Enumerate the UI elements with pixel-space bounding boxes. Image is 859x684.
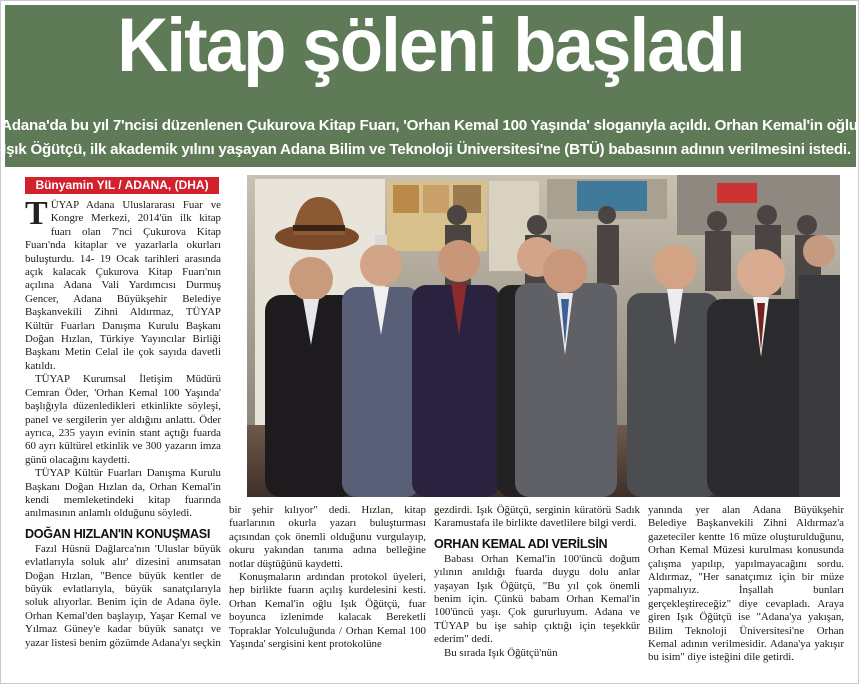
col2-paragraph-2: Konuşmaların ardından protokol üyeleri, hep birlikte fuarın açılış kurdelesini kesti. Orhan Kemal'in oğlu Işık Öğütçü, fuar boyunca izlenimde kalacak Bereketli Topraklar Yolculuğunda / Orhan Kemal 100 Yaşında' sergisini kent protokolüne: [229, 571, 426, 651]
photo-crowd-illustration: [247, 175, 840, 497]
col1-paragraph-2: TÜYAP Kurumsal İletişim Müdürü Cemran Öder, 'Orhan Kemal 100 Yaşında' başlığıyla düzenledikleri etkinlikte söyleşi, panel ve sergilerin yer aldığını anlattı. Öder ayrıca, 235 yayın evinin stant açtığı fuarda 60 ayrı kültürel etkinlik ve 300 yazarın imza günü olacağını kaydetti.: [25, 373, 221, 466]
headline-band: [5, 5, 856, 113]
column-3: [434, 504, 640, 660]
spot-line-1: Adana'da bu yıl 7'ncisi düzenlenen Çukurova Kitap Fuarı, 'Orhan Kemal 100 Yaşında' sloganıyla açıldı. Orhan Kemal'in oğlu: [1, 117, 858, 134]
col1-paragraph-1: ÜYAP Adana Uluslararası Fuar ve Kongre Merkezi, 2014'ün ilk kitap fuarı olan 7'nci Çukurova Kitap Fuarı'nda kitaplar ve yazarlarla okurları buluşturdu. 14- 19 Ocak tarihleri arasında açık kalacak Çukurova Kitap Fuarı'nın açılına Adana Vali Yardımcısı Durmuş Gencer, Adana Büyükşehir Belediye Başkanvekili Zihni Aldırmaz, TÜYAP Kültür Fuarları Danışma Kurulu Başkanı Doğan Hızlan, Türkiye Yayıncılar Birliği Başkanı Metin Celal ile çok sayıda davetli katıldı.: [25, 199, 221, 372]
col2-paragraph-1: bir şehir kılıyor" dedi. Hızlan, kitap fuarlarının okurla yazarı buluşturması açısından çok önemli olduğunu vurgulayıp, okuru yakından tanıma adına belleğine notlar düştüğünü kaydetti.: [229, 504, 426, 570]
col3-paragraph-2: Babası Orhan Kemal'in 100'üncü doğum yılının anıldığı fuarda duygu dolu anlar yaşayan Işık Öğütçü, "Bu yıl çok önemli benim için. Çünkü babam Orhan Kemal'in 100'üncü yaşı. Çok gururluyum. Adana ve TÜYAP bu işe sahip çıktığı için teşekkür ederim" dedi.: [434, 552, 640, 646]
column-4: [648, 504, 844, 665]
subheading-dogan-hizlan: DOĞAN HIZLAN'IN KONUŞMASI: [25, 526, 211, 541]
headline: Kitap şöleni başladı: [117, 3, 744, 88]
col3-paragraph-1: gezdirdi. Işık Öğütçü, serginin küratörü Sadık Karamustafa ile birlikte davetlilere bilgi verdi.: [434, 504, 640, 530]
col4-paragraph-1: yanında yer alan Adana Büyükşehir Belediye Başkanvekili Zihni Aldırmaz'a gazeteciler kentte 16 müze oluşturulduğunu, Orhan Kemal Müzesi kurulması konusunda çalışma yapılıp, yapılmayacağını sordu. Aldırmaz, "Her sanatçımız için bir müze yapmalıyız. İnşallah bunları gerçekleştireceğiz" diye cevapladı. Araya giren Işık Öğütçü ise "Adana'ya yakışan, Bilim Teknoloji Üniversitesi'ne Orhan Kemal adının verilmesidir. Adana'ya yakışır bu isim" diye isteğini dile getirdi.: [648, 504, 844, 664]
byline: Bünyamin YIL / ADANA, (DHA): [25, 177, 219, 194]
subheading-orhan-kemal: ORHAN KEMAL ADI VERİLSİN: [434, 536, 608, 551]
news-photo: [247, 175, 840, 497]
column-2: [229, 504, 426, 651]
col1-paragraph-4: Fazıl Hüsnü Dağlarca'nın 'Uluslar büyük evlatlarıyla soluk alır' dizesini anımsatan Doğan Hızlan, "Bence büyük kentler de büyük evlatlarıyla, büyük sanatçılarıyla soluk alıyorlar. Benim için de Adana öyle. Orhan Kemal'den başlayıp, Yaşar Kemal ve Yılmaz Güney'e kadar büyük sanatçı ve yazar listesi benim gözümde Adana'yı seçkin: [25, 542, 221, 649]
col1-paragraph-3: TÜYAP Kültür Fuarları Danışma Kurulu Başkanı Doğan Hızlan da, Orhan Kemal'in kendi memleketindeki kitap fuarında anılmasının anlamlı olduğunu söyledi.: [25, 467, 221, 520]
column-1: [25, 195, 221, 650]
drop-cap: T: [25, 195, 48, 232]
col3-paragraph-3: Bu sırada Işık Öğütçü'nün: [444, 646, 558, 659]
spot-line-2: Işık Öğütçü, ilk akademik yılını yaşayan Adana Bilim ve Teknoloji Üniversitesi'ne (BTÜ) babasının adının verilmesini istedi.: [2, 141, 851, 158]
